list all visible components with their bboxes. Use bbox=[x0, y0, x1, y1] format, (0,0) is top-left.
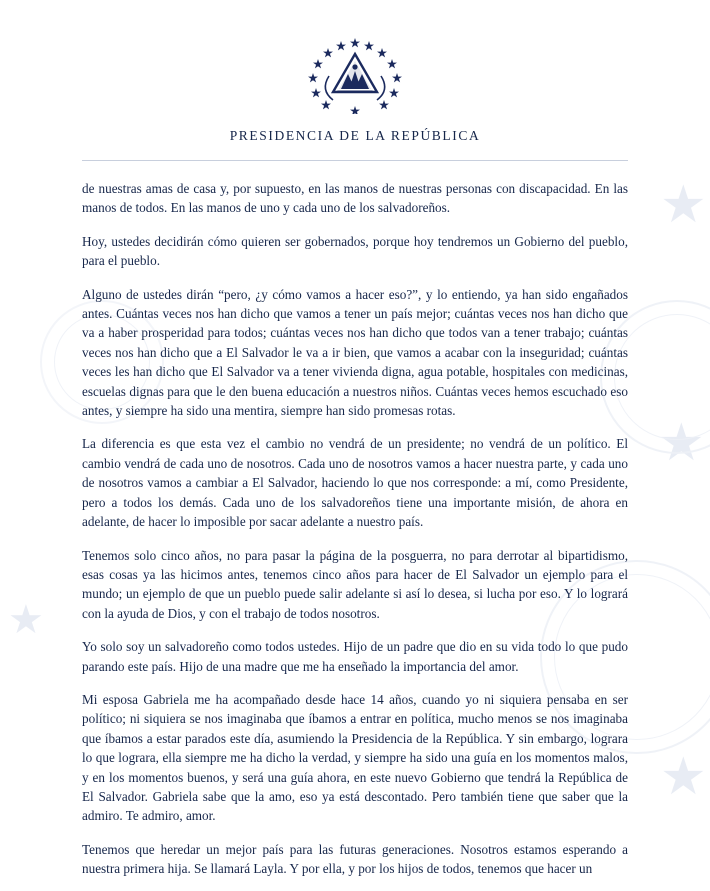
star-icon: ★ bbox=[8, 597, 44, 642]
letterhead-institution-title: PRESIDENCIA DE LA REPÚBLICA bbox=[229, 128, 481, 143]
document-body bbox=[82, 179, 628, 879]
letterhead bbox=[0, 0, 710, 161]
star-icon: ★ bbox=[660, 749, 707, 806]
paragraph: Yo solo soy un salvadoreño como todos ustedes. Hijo de un padre que dio en su vida todo lo que pudo parando este país. Hijo de una madre que me ha enseñado la importancia del amor. bbox=[82, 639, 628, 674]
star-icon: ★ bbox=[660, 177, 707, 234]
paragraph: Mi esposa Gabriela me ha acompañado desde hace 14 años, cuando yo ni siquiera pensaba en ser político; ni siquiera se nos imaginaba que íbamos a entrar en política, mucho menos se nos imaginaba que íbamos a estar parados este día, asumiendo la Presidencia de la República. Y sin embargo, lograra lo que lograra, ella siempre me ha dicho la verdad, y siempre ha sido una guía en los momentos malos, y en los momentos buenos, y será una guía ahora, en este nuevo Gobierno que tendrá la República de El Salvador. Gabriela sabe que la amo, eso ya está descontado. Pero también tiene que saber que la admiro. Te admiro, amor. bbox=[82, 691, 628, 824]
letterhead-divider bbox=[82, 160, 628, 161]
paragraph: La diferencia es que esta vez el cambio no vendrá de un presidente; no vendrá de un político. El cambio vendrá de cada uno de nosotros. Cada uno de nosotros vamos a hacer nuestra parte, y cada uno de nosotros vamos a cambiar a El Salvador, haciendo lo que nos corresponde: a mí, como Presidente, pero a todos los demás. Cada uno de los salvadoreños tiene una importante misión, de ahora en adelante, de hacer lo imposible por sacar adelante a nuestro país. bbox=[82, 436, 628, 530]
paragraph: Tenemos que heredar un mejor país para las futuras generaciones. Nosotros estamos esperando a nuestra primera hija. Se llamará Layla. Y por ella, y por los hijos de todos, tenemos que hacer un bbox=[82, 841, 628, 877]
star-icon: ★ bbox=[658, 415, 705, 472]
paragraph: Tenemos solo cinco años, no para pasar la página de la posguerra, no para derrotar al bipartidismo, esas cosas ya las hicimos antes, tenemos cinco años para hacer de El Salvador un ejemplo para el mundo; un ejemplo de que un pueblo puede salir adelante si así lo desea, si lucha por eso. Y lo logrará con la ayuda de Dios, y con el trabajo de todos nosotros. bbox=[82, 547, 628, 621]
el-salvador-coat-of-arms-icon bbox=[285, 36, 425, 114]
paragraph: Alguno de ustedes dirán “pero, ¿y cómo vamos a hacer eso?”, y lo entiendo, ya han sido engañados antes. Cuántas veces nos han dicho que vamos a tener un país mejor; cuántas veces nos han dicho que va a haber prosperidad para todos; cuántas veces nos han dicho que todos van a tener trabajo; cuántas veces nos han dicho que a El Salvador le va a ir bien, que vamos a acabar con la inseguridad; cuántas veces les han dicho que El Salvador va a tener vivienda digna, agua potable, hospitales con medicinas, escuelas dignas para que le den buena educación a nuestros niños. Cuántas veces hemos escuchado eso antes, y siempre ha sido una mentira, siempre han sido promesas rotas. bbox=[82, 286, 628, 419]
paragraph: Hoy, ustedes decidirán cómo quieren ser gobernados, porque hoy tendremos un Gobierno del pueblo, para el pueblo. bbox=[82, 233, 628, 269]
paragraph: de nuestras amas de casa y, por supuesto, en las manos de nuestras personas con discapacidad. En las manos de todos. En las manos de uno y cada uno de los salvadoreños. bbox=[82, 181, 628, 216]
